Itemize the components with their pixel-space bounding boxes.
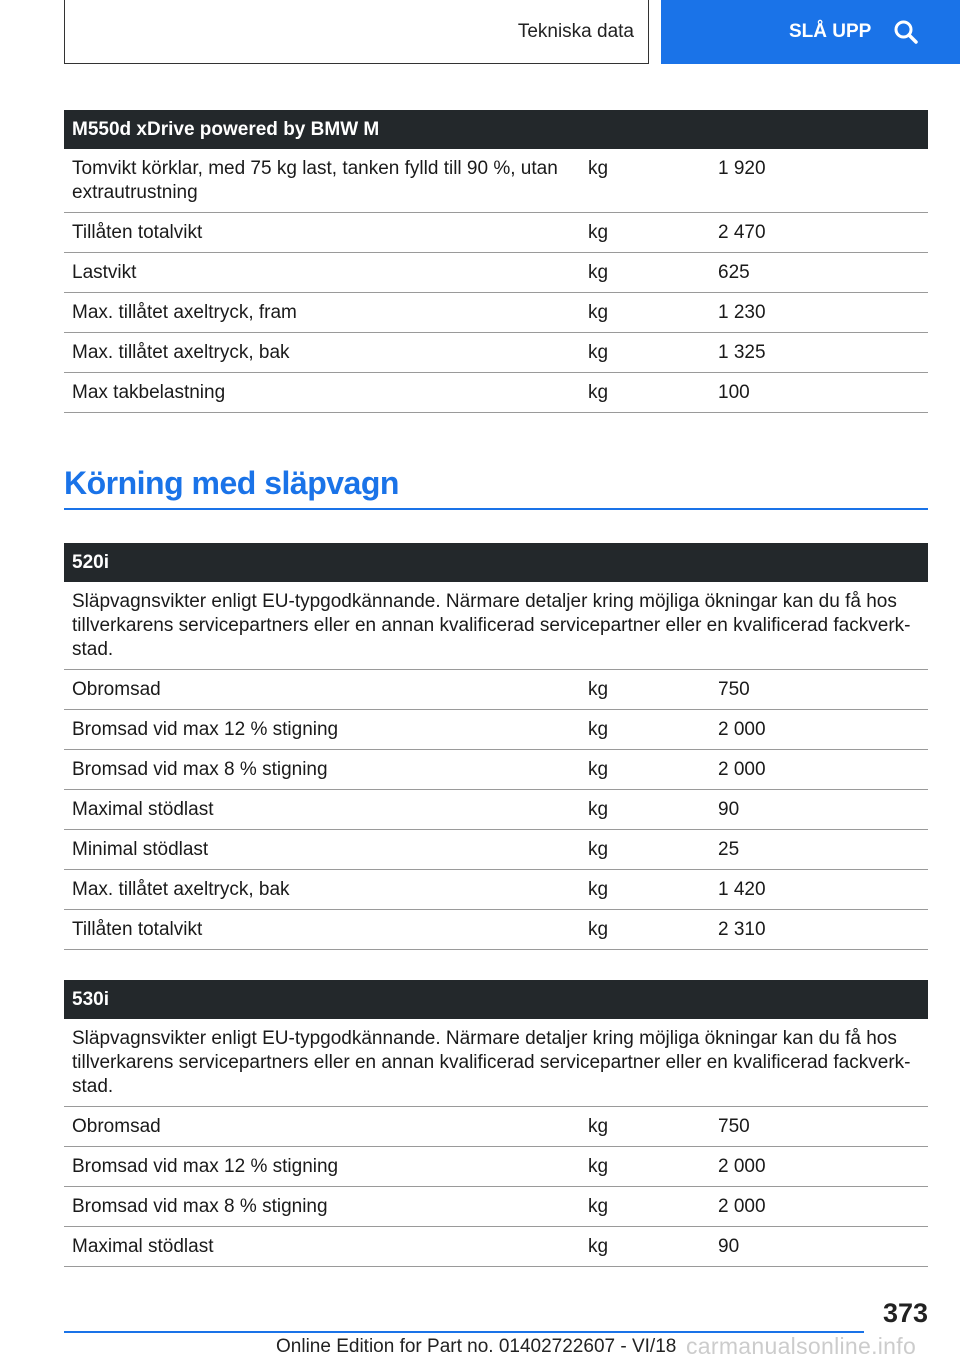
table-row [64, 710, 928, 750]
lookup-label: SLÅ UPP [789, 21, 872, 42]
edition-text: Online Edition for Part no. 01402722607 - VI/18 [276, 1336, 677, 1357]
row-value: 2 000 [710, 1147, 928, 1187]
row-value: 2 470 [710, 213, 928, 253]
table-row [64, 910, 928, 950]
table-body [64, 1019, 928, 1267]
row-unit: kg [580, 670, 710, 710]
table-note-row [64, 1019, 928, 1107]
table-header-row [64, 980, 928, 1019]
row-unit: kg [580, 710, 710, 750]
row-label: Maximal stödlast [64, 1227, 580, 1267]
table-row [64, 1147, 928, 1187]
table-row [64, 373, 928, 413]
table-header-row [64, 543, 928, 582]
table-body [64, 582, 928, 950]
row-unit: kg [580, 1147, 710, 1187]
search-icon [893, 19, 919, 45]
row-label: Max. tillåtet axeltryck, bak [64, 333, 580, 373]
table-row [64, 293, 928, 333]
row-unit: kg [580, 1187, 710, 1227]
row-value: 2 000 [710, 710, 928, 750]
row-label: Max. tillåtet axeltryck, bak [64, 870, 580, 910]
table-body [64, 149, 928, 413]
spec-table-530i [64, 980, 928, 1267]
section-heading: Körning med släpvagn [64, 465, 928, 510]
table-header-row [64, 110, 928, 149]
row-label: Lastvikt [64, 253, 580, 293]
row-value: 750 [710, 1107, 928, 1147]
page-content [64, 110, 928, 1267]
row-unit: kg [580, 870, 710, 910]
row-value: 1 420 [710, 870, 928, 910]
row-unit: kg [580, 750, 710, 790]
row-label: Tillåten totalvikt [64, 910, 580, 950]
page-header [0, 0, 960, 70]
row-unit: kg [580, 830, 710, 870]
table-row [64, 213, 928, 253]
row-unit: kg [580, 333, 710, 373]
page-number: 373 [882, 1298, 928, 1328]
table-row [64, 253, 928, 293]
row-label: Tillåten totalvikt [64, 213, 580, 253]
row-unit: kg [580, 293, 710, 333]
row-label: Obromsad [64, 670, 580, 710]
row-label: Minimal stödlast [64, 830, 580, 870]
row-value: 625 [710, 253, 928, 293]
table-title: M550d xDrive powered by BMW M [64, 110, 928, 149]
table-row [64, 670, 928, 710]
table-row [64, 1107, 928, 1147]
row-label: Maximal stödlast [64, 790, 580, 830]
row-label: Bromsad vid max 8 % stigning [64, 1187, 580, 1227]
row-unit: kg [580, 910, 710, 950]
row-unit: kg [580, 1227, 710, 1267]
table-row [64, 1227, 928, 1267]
table-note-row [64, 582, 928, 670]
row-unit: kg [580, 790, 710, 830]
row-value: 750 [710, 670, 928, 710]
table-title: 520i [64, 543, 928, 582]
row-label: Bromsad vid max 12 % stigning [64, 1147, 580, 1187]
table-row [64, 870, 928, 910]
table-row [64, 149, 928, 213]
row-value: 1 325 [710, 333, 928, 373]
row-value: 2 000 [710, 1187, 928, 1227]
row-unit: kg [580, 149, 710, 213]
row-label: Max takbelastning [64, 373, 580, 413]
spec-table-m550d [64, 110, 928, 413]
row-unit: kg [580, 253, 710, 293]
row-label: Obromsad [64, 1107, 580, 1147]
table-note: Släpvagnsvikter enligt EU-typgodkännande. Närmare detaljer kring möjliga ökningar kan du få hos tillverkarens servicepartners eller en annan kvalificerad servicepartner eller en kvalificerad fackverkstad. [64, 1019, 928, 1107]
table-row [64, 1187, 928, 1227]
row-unit: kg [580, 373, 710, 413]
section-tab[interactable] [64, 0, 649, 64]
lookup-button[interactable] [661, 0, 960, 64]
row-value: 2 310 [710, 910, 928, 950]
row-value: 100 [710, 373, 928, 413]
row-unit: kg [580, 1107, 710, 1147]
row-value: 90 [710, 790, 928, 830]
table-title: 530i [64, 980, 928, 1019]
watermark: carmanualsonline.info [686, 1333, 917, 1359]
row-value: 25 [710, 830, 928, 870]
table-row [64, 333, 928, 373]
row-value: 90 [710, 1227, 928, 1267]
table-row [64, 750, 928, 790]
spec-table-520i [64, 543, 928, 950]
row-label: Bromsad vid max 12 % stigning [64, 710, 580, 750]
table-row [64, 830, 928, 870]
table-row [64, 790, 928, 830]
row-value: 2 000 [710, 750, 928, 790]
row-label: Bromsad vid max 8 % stigning [64, 750, 580, 790]
row-unit: kg [580, 213, 710, 253]
row-value: 1 920 [710, 149, 928, 213]
table-note: Släpvagnsvikter enligt EU-typgodkännande. Närmare detaljer kring möjliga ökningar kan du få hos tillverkarens servicepartners eller en annan kvalificerad servicepartner eller en kvalificerad fackverkstad. [64, 582, 928, 670]
row-label: Max. tillåtet axeltryck, fram [64, 293, 580, 333]
row-label: Tomvikt körklar, med 75 kg last, tanken fylld till 90 %, utan extrautrustning [64, 149, 580, 213]
row-value: 1 230 [710, 293, 928, 333]
section-label: Tekniska data [517, 20, 634, 42]
